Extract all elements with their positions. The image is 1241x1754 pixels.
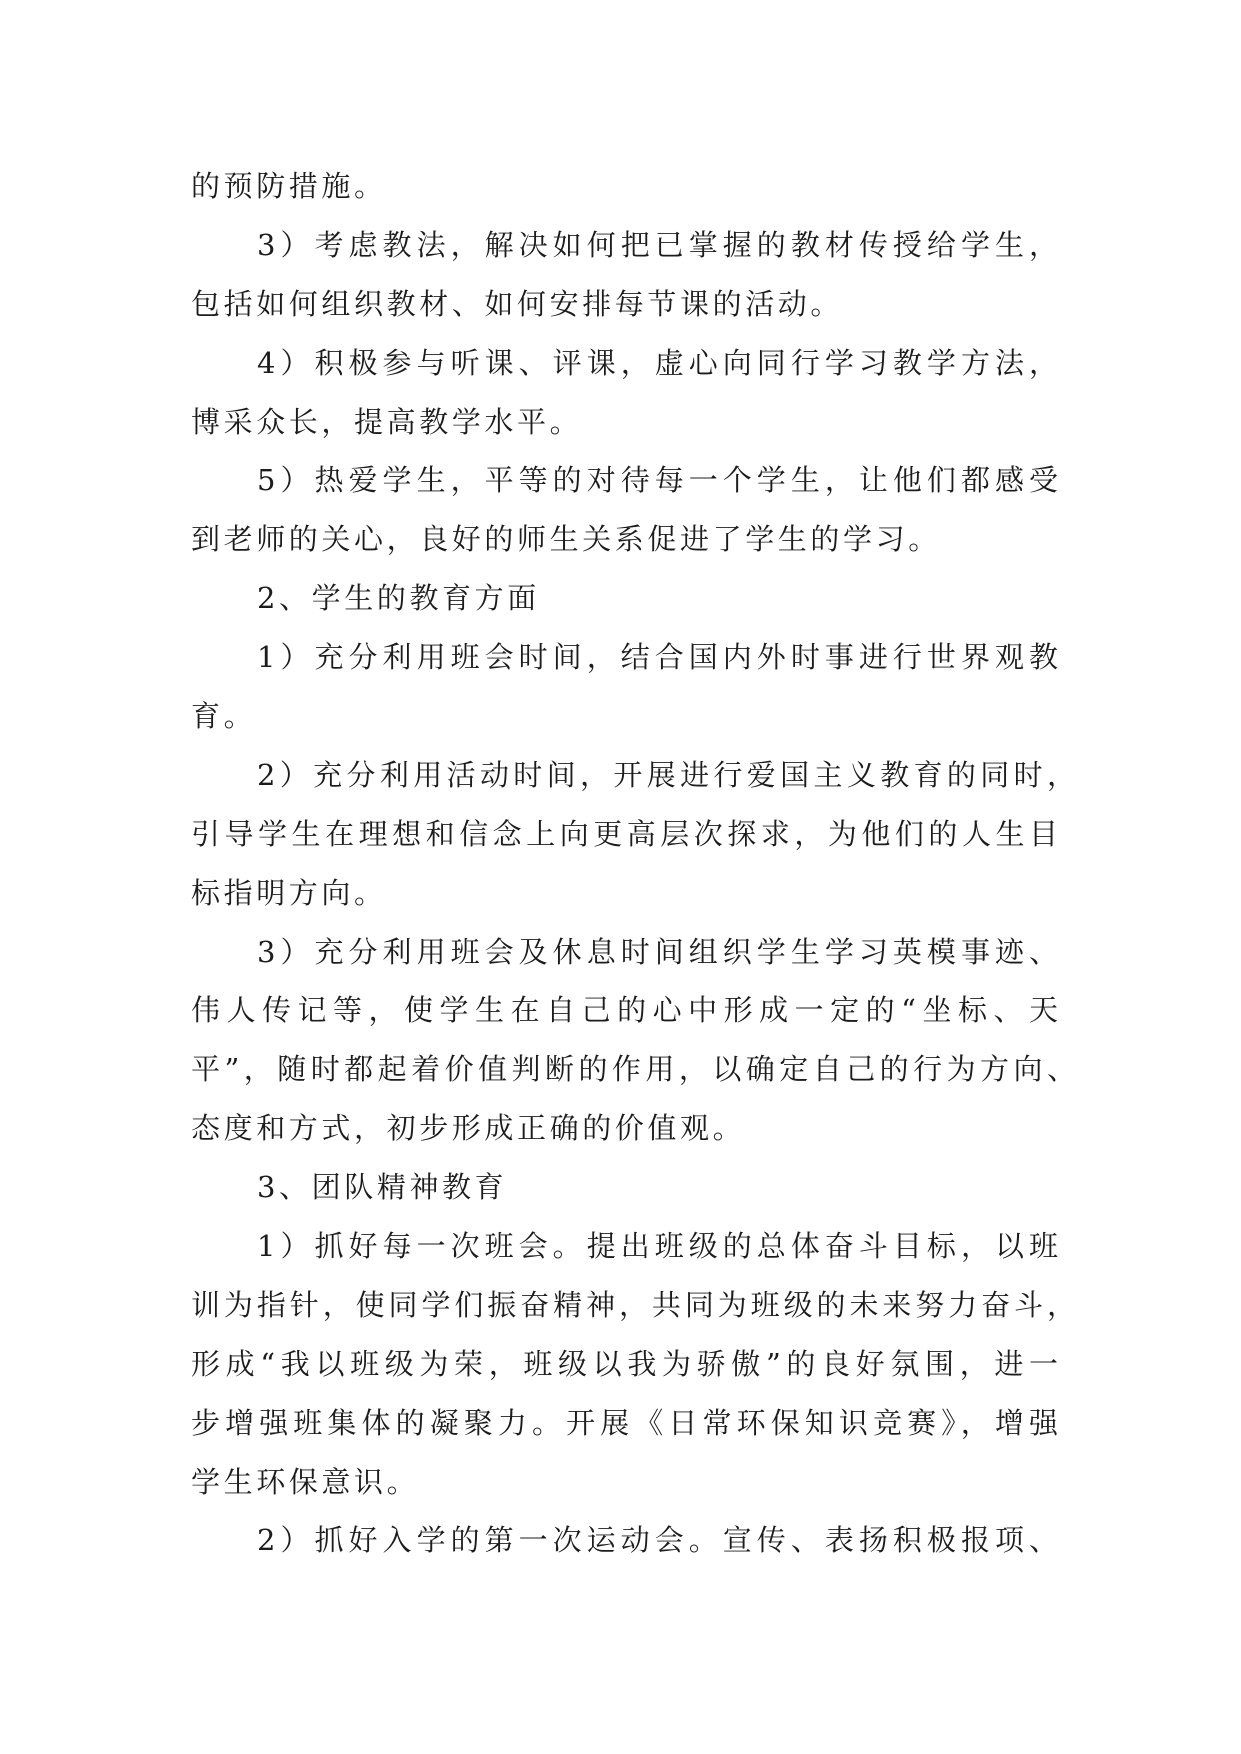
text-line: 博采众长，提高教学水平。: [191, 404, 583, 439]
text-line: 步增强班集体的凝聚力。开展《日常环保知识竞赛》，增强: [191, 1405, 1058, 1440]
text-line: 学生环保意识。: [191, 1464, 420, 1499]
text-line: 态度和方式，初步形成正确的价值观。: [191, 1111, 746, 1146]
text-line: 包括如何组织教材、如何安排每节课的活动。: [191, 286, 844, 321]
list-item-line: 4）积极参与听课、评课，虚心向同行学习教学方法，: [257, 345, 1058, 380]
text-line: 育。: [191, 699, 257, 734]
text-line: 形成“我以班级为荣，班级以我为骄傲”的良好氛围，进一: [191, 1346, 1058, 1381]
list-item-line: 1）充分利用班会时间，结合国内外时事进行世界观教: [257, 640, 1058, 675]
list-item-line: 2）充分利用活动时间，开展进行爱国主义教育的同时，: [257, 757, 1076, 792]
text-line: 引导学生在理想和信念上向更高层次探求，为他们的人生目: [191, 816, 1058, 851]
text-line: 伟人传记等，使学生在自己的心中形成一定的“坐标、天: [191, 993, 1058, 1028]
text-line: 训为指针，使同学们振奋精神，共同为班级的未来努力奋斗，: [191, 1287, 1076, 1322]
list-item-line: 2）抓好入学的第一次运动会。宣传、表扬积极报项、: [257, 1523, 1058, 1558]
document-body: [191, 157, 1076, 1570]
text-line: 的预防措施。: [191, 169, 387, 203]
text-line: 平”，随时都起着价值判断的作用，以确定自己的行为方向、: [191, 1052, 1076, 1087]
list-item-line: 1）抓好每一次班会。提出班级的总体奋斗目标，以班: [257, 1229, 1058, 1264]
list-item-line: 5）热爱学生，平等的对待每一个学生，让他们都感受: [257, 463, 1058, 498]
section-heading: 3、团队精神教育: [257, 1170, 508, 1205]
section-heading: 2、学生的教育方面: [257, 581, 540, 616]
list-item-line: 3）充分利用班会及休息时间组织学生学习英模事迹、: [257, 934, 1058, 969]
list-item-line: 3）考虑教法，解决如何把已掌握的教材传授给学生，: [257, 227, 1058, 262]
text-line: 标指明方向。: [191, 875, 387, 910]
text-line: 到老师的关心，良好的师生关系促进了学生的学习。: [191, 522, 941, 557]
